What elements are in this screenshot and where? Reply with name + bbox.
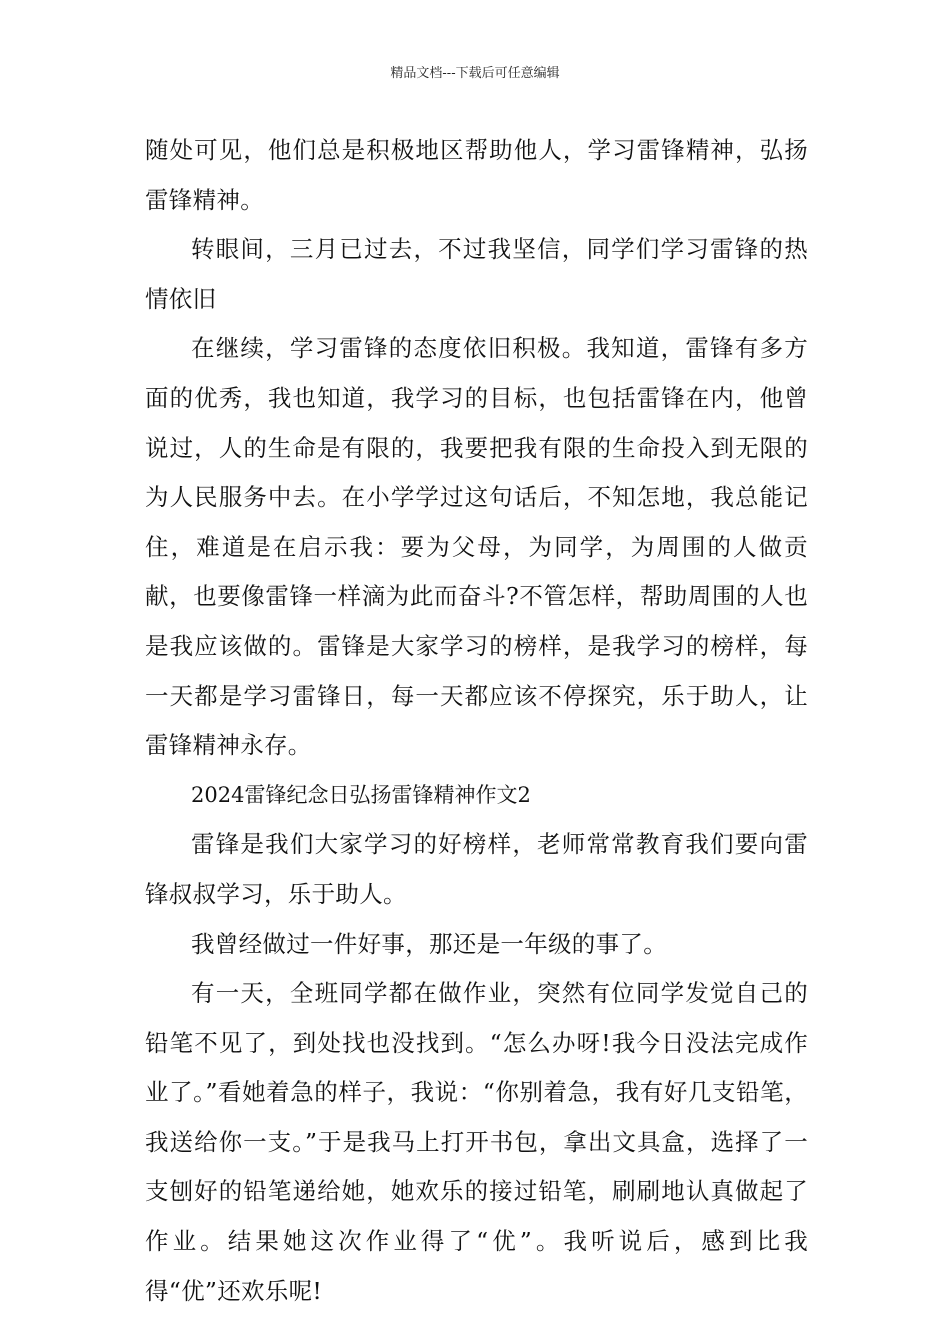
page-header: 精品文档---下载后可任意编辑 bbox=[390, 66, 560, 81]
paragraph: 有一天，全班同学都在做作业，突然有位同学发觉自己的铅笔不见了，到处找也没找到。“怎么办呀!我今日没法完成作业了。”看她着急的样子，我说：“你别着急，我有好几支铅笔，我送给你一支。”于是我马上打开书包，拿出文具盒，选择了一支刨好的铅笔递给她，她欢乐的接过铅笔，刷刷地认真做起了作业。结果她这次作业得了“优”。我听说后，感到比我得“优”还欢乐呢! bbox=[145, 979, 808, 1305]
paragraph: 转眼间，三月已过去，不过我坚信，同学们学习雷锋的热情依旧 bbox=[145, 235, 808, 313]
document-body bbox=[145, 126, 808, 1316]
essay-title: 2024雷锋纪念日弘扬雷锋精神作文2 bbox=[191, 782, 531, 807]
paragraph: 我曾经做过一件好事，那还是一年级的事了。 bbox=[191, 929, 667, 958]
paragraph: 随处可见，他们总是积极地区帮助他人，学习雷锋精神，弘扬雷锋精神。 bbox=[145, 136, 808, 214]
paragraph: 雷锋是我们大家学习的好榜样，老师常常教育我们要向雷锋叔叔学习，乐于助人。 bbox=[145, 830, 808, 908]
paragraph: 在继续，学习雷锋的态度依旧积极。我知道，雷锋有多方面的优秀，我也知道，我学习的目标，也包括雷锋在内，他曾说过，人的生命是有限的，我要把我有限的生命投入到无限的为人民服务中去。在小学学过这句话后，不知怎地，我总能记住，难道是在启示我：要为父母，为同学，为周围的人做贡献，也要像雷锋一样滴为此而奋斗?不管怎样，帮助周围的人也是我应该做的。雷锋是大家学习的榜样，是我学习的榜样，每一天都是学习雷锋日，每一天都应该不停探究，乐于助人，让雷锋精神永存。 bbox=[145, 334, 808, 760]
